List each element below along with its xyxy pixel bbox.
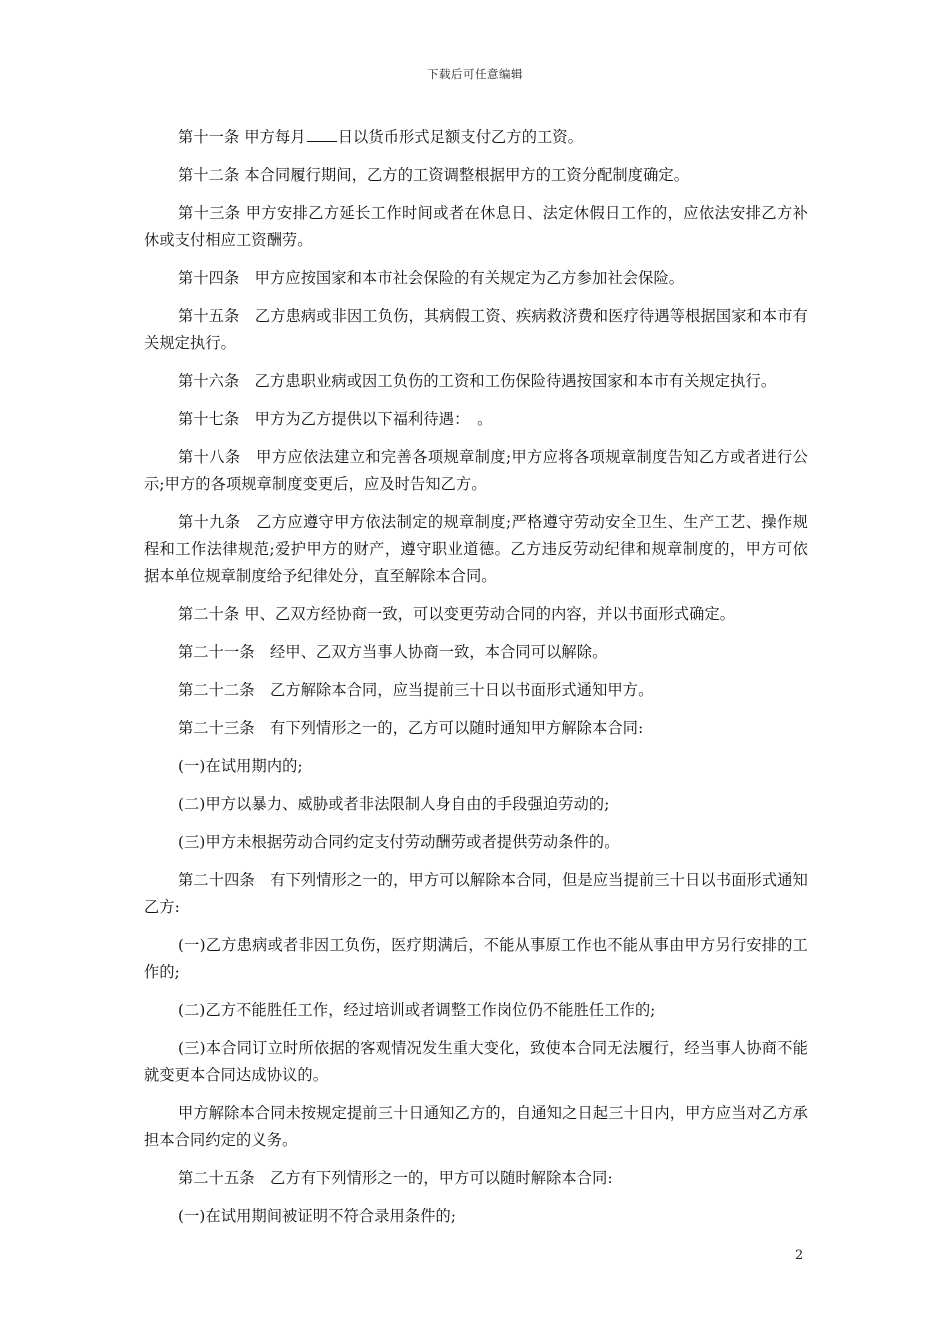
fill-in-blank [307, 126, 337, 142]
paragraph-article-18: 第十八条 甲方应依法建立和完善各项规章制度;甲方应将各项规章制度告知乙方或者进行公示;甲方的各项规章制度变更后，应及时告知乙方。 [144, 448, 808, 493]
list-item-24-2: (二)乙方不能胜任工作，经过培训或者调整工作岗位仍不能胜任工作的; [178, 1001, 656, 1019]
paragraph-text: 日以货币形式足额支付乙方的工资。 [337, 128, 584, 146]
list-item-24-3: (三)本合同订立时所依据的客观情况发生重大变化，致使本合同无法履行，经当事人协商不能就变更本合同达成协议的。 [144, 1039, 808, 1084]
paragraph-article-20: 第二十条 甲、乙双方经协商一致，可以变更劳动合同的内容，并以书面形式确定。 [178, 605, 736, 623]
paragraph-article-23: 第二十三条 有下列情形之一的，乙方可以随时通知甲方解除本合同: [178, 719, 644, 737]
page-header: 下载后可任意编辑 [427, 67, 523, 81]
paragraph-article-24: 第二十四条 有下列情形之一的，甲方可以解除本合同，但是应当提前三十日以书面形式通知乙方: [144, 871, 808, 916]
paragraph-article-14: 第十四条 甲方应按国家和本市社会保险的有关规定为乙方参加社会保险。 [178, 269, 685, 287]
paragraph-article-19: 第十九条 乙方应遵守甲方依法制定的规章制度;严格遵守劳动安全卫生、生产工艺、操作规程和工作法律规范;爱护甲方的财产，遵守职业道德。乙方违反劳动纪律和规章制度的，甲方可依据本单位规章制度给予纪律处分，直至解除本合同。 [144, 513, 808, 585]
paragraph-article-15: 第十五条 乙方患病或非因工负伤，其病假工资、疾病救济费和医疗待遇等根据国家和本市有关规定执行。 [144, 307, 808, 352]
paragraph-article-21: 第二十一条 经甲、乙双方当事人协商一致，本合同可以解除。 [178, 643, 608, 661]
document-body [144, 124, 808, 1241]
paragraph-article-22: 第二十二条 乙方解除本合同，应当提前三十日以书面形式通知甲方。 [178, 681, 654, 699]
list-item-23-3: (三)甲方未根据劳动合同约定支付劳动酬劳或者提供劳动条件的。 [178, 833, 620, 851]
paragraph-article-17: 第十七条 甲方为乙方提供以下福利待遇： 。 [178, 410, 493, 428]
list-item-23-2: (二)甲方以暴力、威胁或者非法限制人身自由的手段强迫劳动的; [178, 795, 610, 813]
list-item-24-1: (一)乙方患病或者非因工负伤，医疗期满后，不能从事原工作也不能从事由甲方另行安排的工作的; [144, 936, 808, 981]
paragraph-article-24-note: 甲方解除本合同未按规定提前三十日通知乙方的，自通知之日起三十日内，甲方应当对乙方承担本合同约定的义务。 [144, 1104, 808, 1149]
paragraph-text: 第十一条 甲方每月 [178, 128, 306, 146]
page-number: 2 [795, 1248, 804, 1263]
paragraph-article-16: 第十六条 乙方患职业病或因工负伤的工资和工伤保险待遇按国家和本市有关规定执行。 [178, 372, 777, 390]
list-item-23-1: (一)在试用期内的; [178, 757, 303, 775]
paragraph-article-25: 第二十五条 乙方有下列情形之一的，甲方可以随时解除本合同: [178, 1169, 613, 1187]
paragraph-article-12: 第十二条 本合同履行期间，乙方的工资调整根据甲方的工资分配制度确定。 [178, 166, 690, 184]
paragraph-article-11 [144, 124, 808, 151]
paragraph-article-13: 第十三条 甲方安排乙方延长工作时间或者在休息日、法定休假日工作的，应依法安排乙方补休或支付相应工资酬劳。 [144, 204, 808, 249]
list-item-25-1: (一)在试用期间被证明不符合录用条件的; [178, 1207, 457, 1225]
